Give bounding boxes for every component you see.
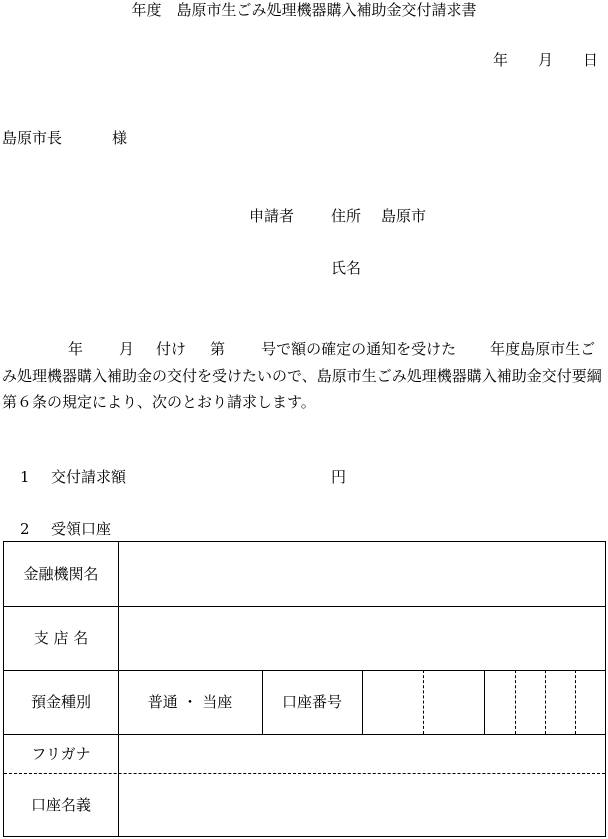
body-text-a: 号で額の確定の通知を受けた xyxy=(261,340,457,358)
deposit-type-label: 預金種別 xyxy=(30,693,91,711)
body-dated: 付け xyxy=(156,340,187,358)
body-month: 月 xyxy=(119,340,135,358)
addressee-name: 島原市長 xyxy=(2,129,63,147)
item-1-label: 交付請求額 xyxy=(51,468,127,486)
address-label: 住所 xyxy=(331,207,362,225)
table-row-divider xyxy=(4,734,605,735)
bank-account-table xyxy=(3,541,606,837)
date-day: 日 xyxy=(582,51,598,69)
body-number-prefix: 第 xyxy=(210,340,226,358)
body-year: 年 xyxy=(68,340,84,358)
addressee-suffix: 様 xyxy=(112,129,128,147)
branch-label: 支 店 名 xyxy=(33,629,89,647)
applicant-label: 申請者 xyxy=(249,207,295,225)
document-title: 年度 島原市生ごみ処理機器購入補助金交付請求書 xyxy=(131,1,477,19)
institution-label: 金融機関名 xyxy=(23,565,99,583)
item-2-label: 受領口座 xyxy=(51,520,112,538)
body-text-b: 年度島原市生ごみ処理機器購入補助金の交付を受けたいので、島原市生ごみ処理機器購入補助金交付要綱第６条の規定により、次のとおり請求します。 xyxy=(2,340,602,411)
account-digit-divider xyxy=(545,670,546,734)
table-label-column-divider xyxy=(118,542,119,836)
address-value: 島原市 xyxy=(381,207,427,225)
account-holder-label: 口座名義 xyxy=(30,796,91,814)
account-digit-divider xyxy=(484,670,485,734)
item-1-number: 1 xyxy=(20,468,30,486)
body-paragraph xyxy=(2,336,606,416)
addressee xyxy=(2,128,127,148)
table-cell-divider xyxy=(362,670,363,734)
table-row-divider-dashed xyxy=(4,773,605,774)
table-row-divider xyxy=(4,606,605,607)
account-digit-divider xyxy=(423,670,424,734)
date-year: 年 xyxy=(492,51,508,69)
date-line xyxy=(493,50,598,70)
name-label: 氏名 xyxy=(331,259,362,277)
date-month: 月 xyxy=(537,51,553,69)
deposit-type-options: 普通 ・ 当座 xyxy=(147,693,233,711)
furigana-label: フリガナ xyxy=(31,745,91,763)
account-number-label: 口座番号 xyxy=(281,693,342,711)
account-digit-divider xyxy=(575,670,576,734)
item-2-number: 2 xyxy=(20,520,30,538)
account-digit-divider xyxy=(515,670,516,734)
item-1-unit: 円 xyxy=(331,468,347,486)
